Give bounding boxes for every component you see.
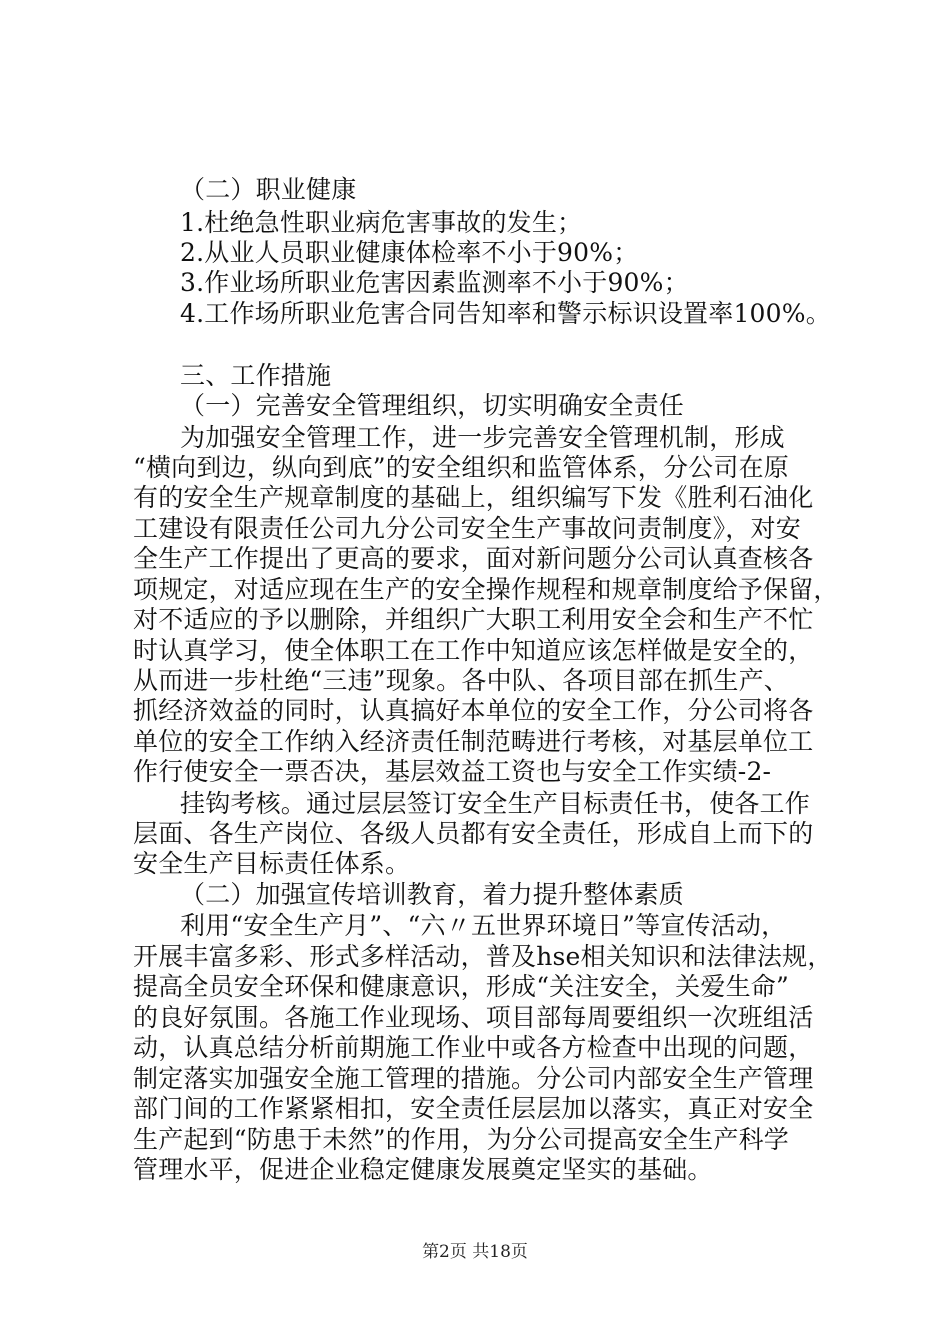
- paragraph-line: 项规定，对适应现在生产的安全操作规程和规章制度给予保留，: [133, 575, 839, 604]
- paragraph-line: 安全生产目标责任体系。: [133, 849, 411, 878]
- paragraph-line: 工建设有限责任公司九分公司安全生产事故问责制度》，对安: [133, 514, 801, 543]
- list-item: 3.作业场所职业危害因素监测率不小于90%；: [180, 268, 689, 297]
- list-item: 2.从业人员职业健康体检率不小于90%；: [180, 238, 639, 267]
- paragraph-line: 的良好氛围。各施工作业现场、项目部每周要组织一次班组活: [133, 1003, 814, 1032]
- paragraph-line: 动，认真总结分析前期施工作业中或各方检查中出现的问题，: [133, 1033, 814, 1062]
- paragraph-line: 生产起到“防患于未然”的作用，为分公司提高安全生产科学: [133, 1125, 789, 1154]
- section-heading-work-measures: 三、工作措施: [180, 361, 332, 390]
- paragraph-line: 制定落实加强安全施工管理的措施。分公司内部安全生产管理: [133, 1064, 814, 1093]
- paragraph-line: 抓经济效益的同时，认真搞好本单位的安全工作，分公司将各: [133, 696, 814, 725]
- paragraph-line: 部门间的工作紧紧相扣，安全责任层层加以落实，真正对安全: [133, 1094, 814, 1123]
- paragraph-line: 管理水平，促进企业稳定健康发展奠定坚实的基础。: [133, 1155, 713, 1184]
- paragraph-line: 有的安全生产规章制度的基础上，组织编写下发《胜利石油化: [133, 483, 814, 512]
- paragraph-line: 层面、各生产岗位、各级人员都有安全责任，形成自上而下的: [133, 819, 814, 848]
- list-item: 4.工作场所职业危害合同告知率和警示标识设置率100%。: [180, 299, 831, 328]
- paragraph-line: 从而进一步杜绝“三违”现象。各中队、各项目部在抓生产、: [133, 666, 789, 695]
- paragraph-line: 提高全员安全环保和健康意识，形成“关注安全，关爱生命”: [133, 972, 789, 1001]
- paragraph-line: 作行使安全一票否决，基层效益工资也与安全工作实绩-2-: [133, 757, 772, 786]
- paragraph-line: 利用“安全生产月”、“六〃五世界环境日”等宣传活动，: [180, 911, 787, 940]
- subsection-heading: （一）完善安全管理组织，切实明确安全责任: [180, 391, 685, 420]
- paragraph-line: “横向到边，纵向到底”的安全组织和监管体系，分公司在原: [133, 453, 789, 482]
- paragraph-line: 开展丰富多彩、形式多样活动，普及hse相关知识和法律法规，: [133, 942, 833, 971]
- section-heading-occupational-health: （二）职业健康: [180, 175, 357, 204]
- list-item: 1.杜绝急性职业病危害事故的发生；: [180, 208, 583, 237]
- paragraph-line: 为加强安全管理工作，进一步完善安全管理机制，形成: [180, 423, 785, 452]
- paragraph-line: 对不适应的予以删除，并组织广大职工利用安全会和生产不忙: [133, 605, 814, 634]
- paragraph-line: 时认真学习，使全体职工在工作中知道应该怎样做是安全的，: [133, 636, 814, 665]
- paragraph-line: 单位的安全工作纳入经济责任制范畴进行考核，对基层单位工: [133, 727, 814, 756]
- subsection-heading: （二）加强宣传培训教育，着力提升整体素质: [180, 880, 685, 909]
- page-number-footer: 第2页 共18页: [422, 1242, 528, 1262]
- paragraph-line: 全生产工作提出了更高的要求，面对新问题分公司认真查核各: [133, 544, 814, 573]
- paragraph-line: 挂钩考核。通过层层签订安全生产目标责任书，使各工作: [180, 789, 811, 818]
